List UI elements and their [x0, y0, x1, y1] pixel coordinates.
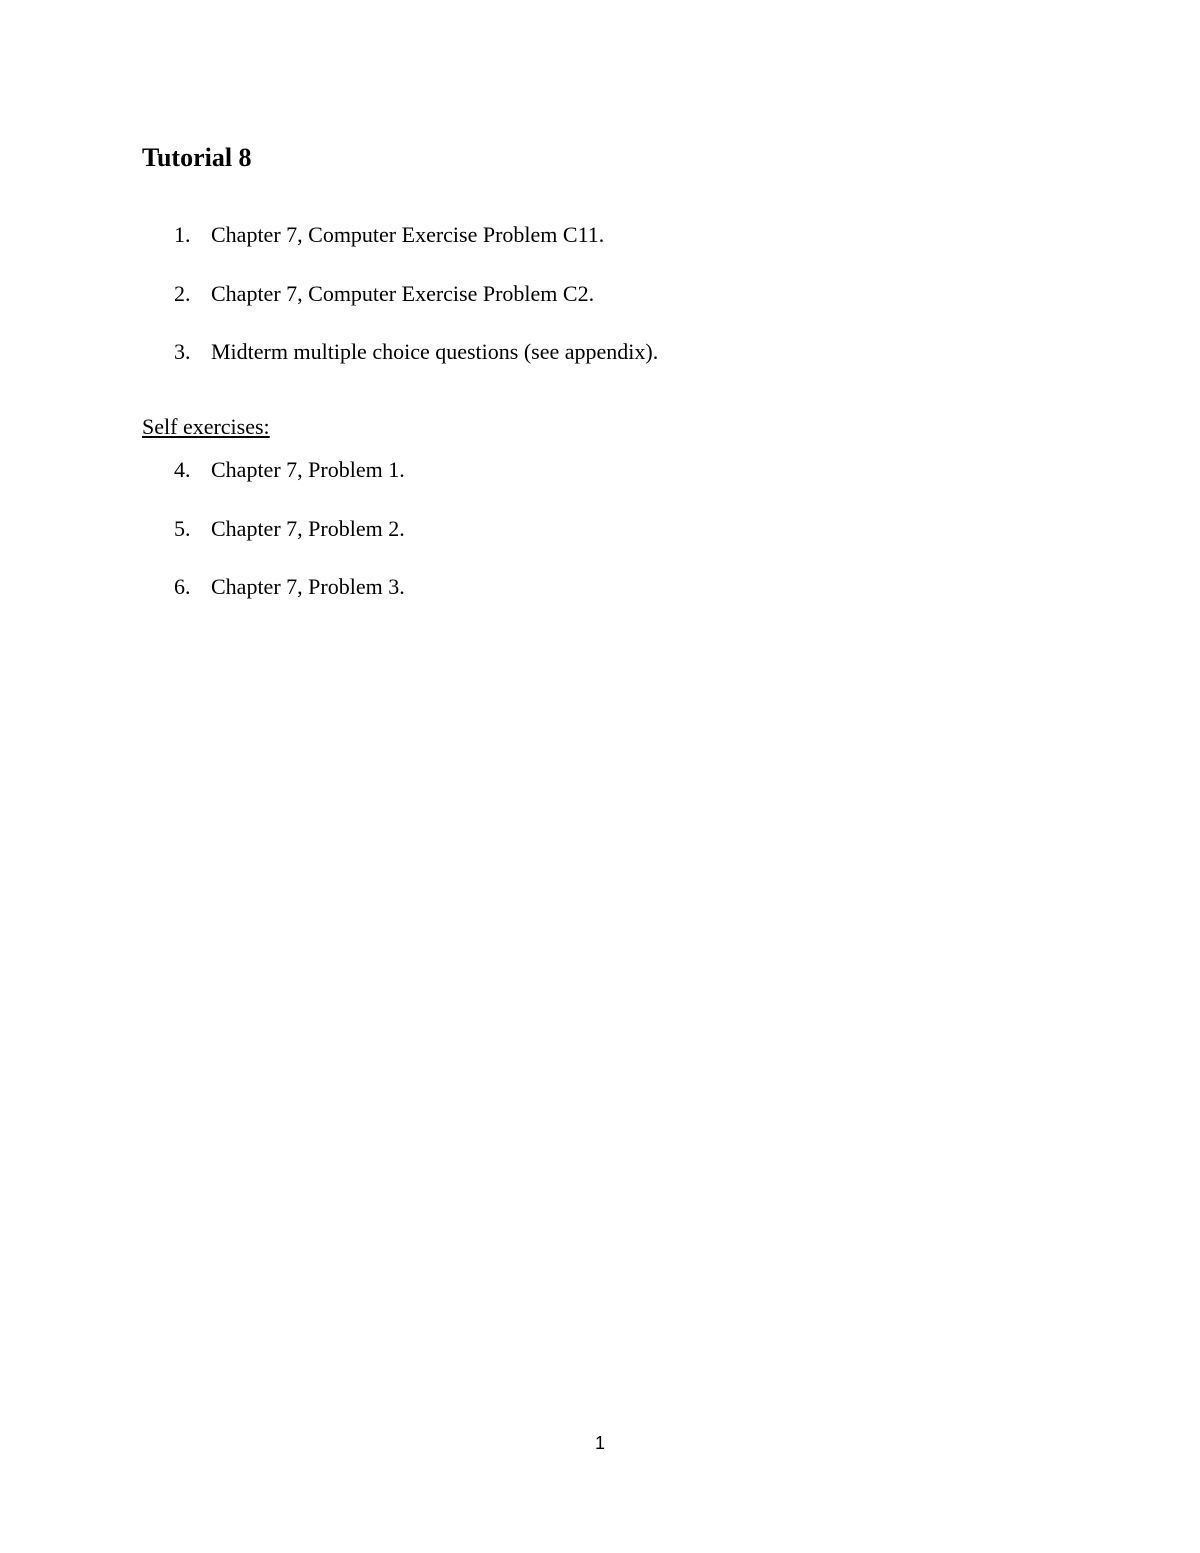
- page-title: Tutorial 8: [142, 143, 252, 172]
- list-item-number: 4.: [174, 457, 191, 482]
- list-item-text: Chapter 7, Computer Exercise Problem C11.: [211, 222, 605, 247]
- list-item-text: Midterm multiple choice questions (see appendix).: [211, 339, 659, 364]
- list-item-number: 3.: [174, 339, 191, 364]
- list-item-number: 5.: [174, 516, 191, 541]
- list-item-text: Chapter 7, Problem 2.: [211, 516, 405, 541]
- page-number: 1: [594, 1433, 605, 1453]
- list-item-number: 2.: [174, 281, 191, 306]
- list-item-number: 1.: [174, 222, 191, 247]
- list-item-text: Chapter 7, Problem 3.: [211, 574, 405, 599]
- list-item-number: 6.: [174, 574, 191, 599]
- self-exercises-heading: Self exercises:: [142, 414, 270, 439]
- list-item-text: Chapter 7, Problem 1.: [211, 457, 405, 482]
- list-item-text: Chapter 7, Computer Exercise Problem C2.: [211, 281, 595, 306]
